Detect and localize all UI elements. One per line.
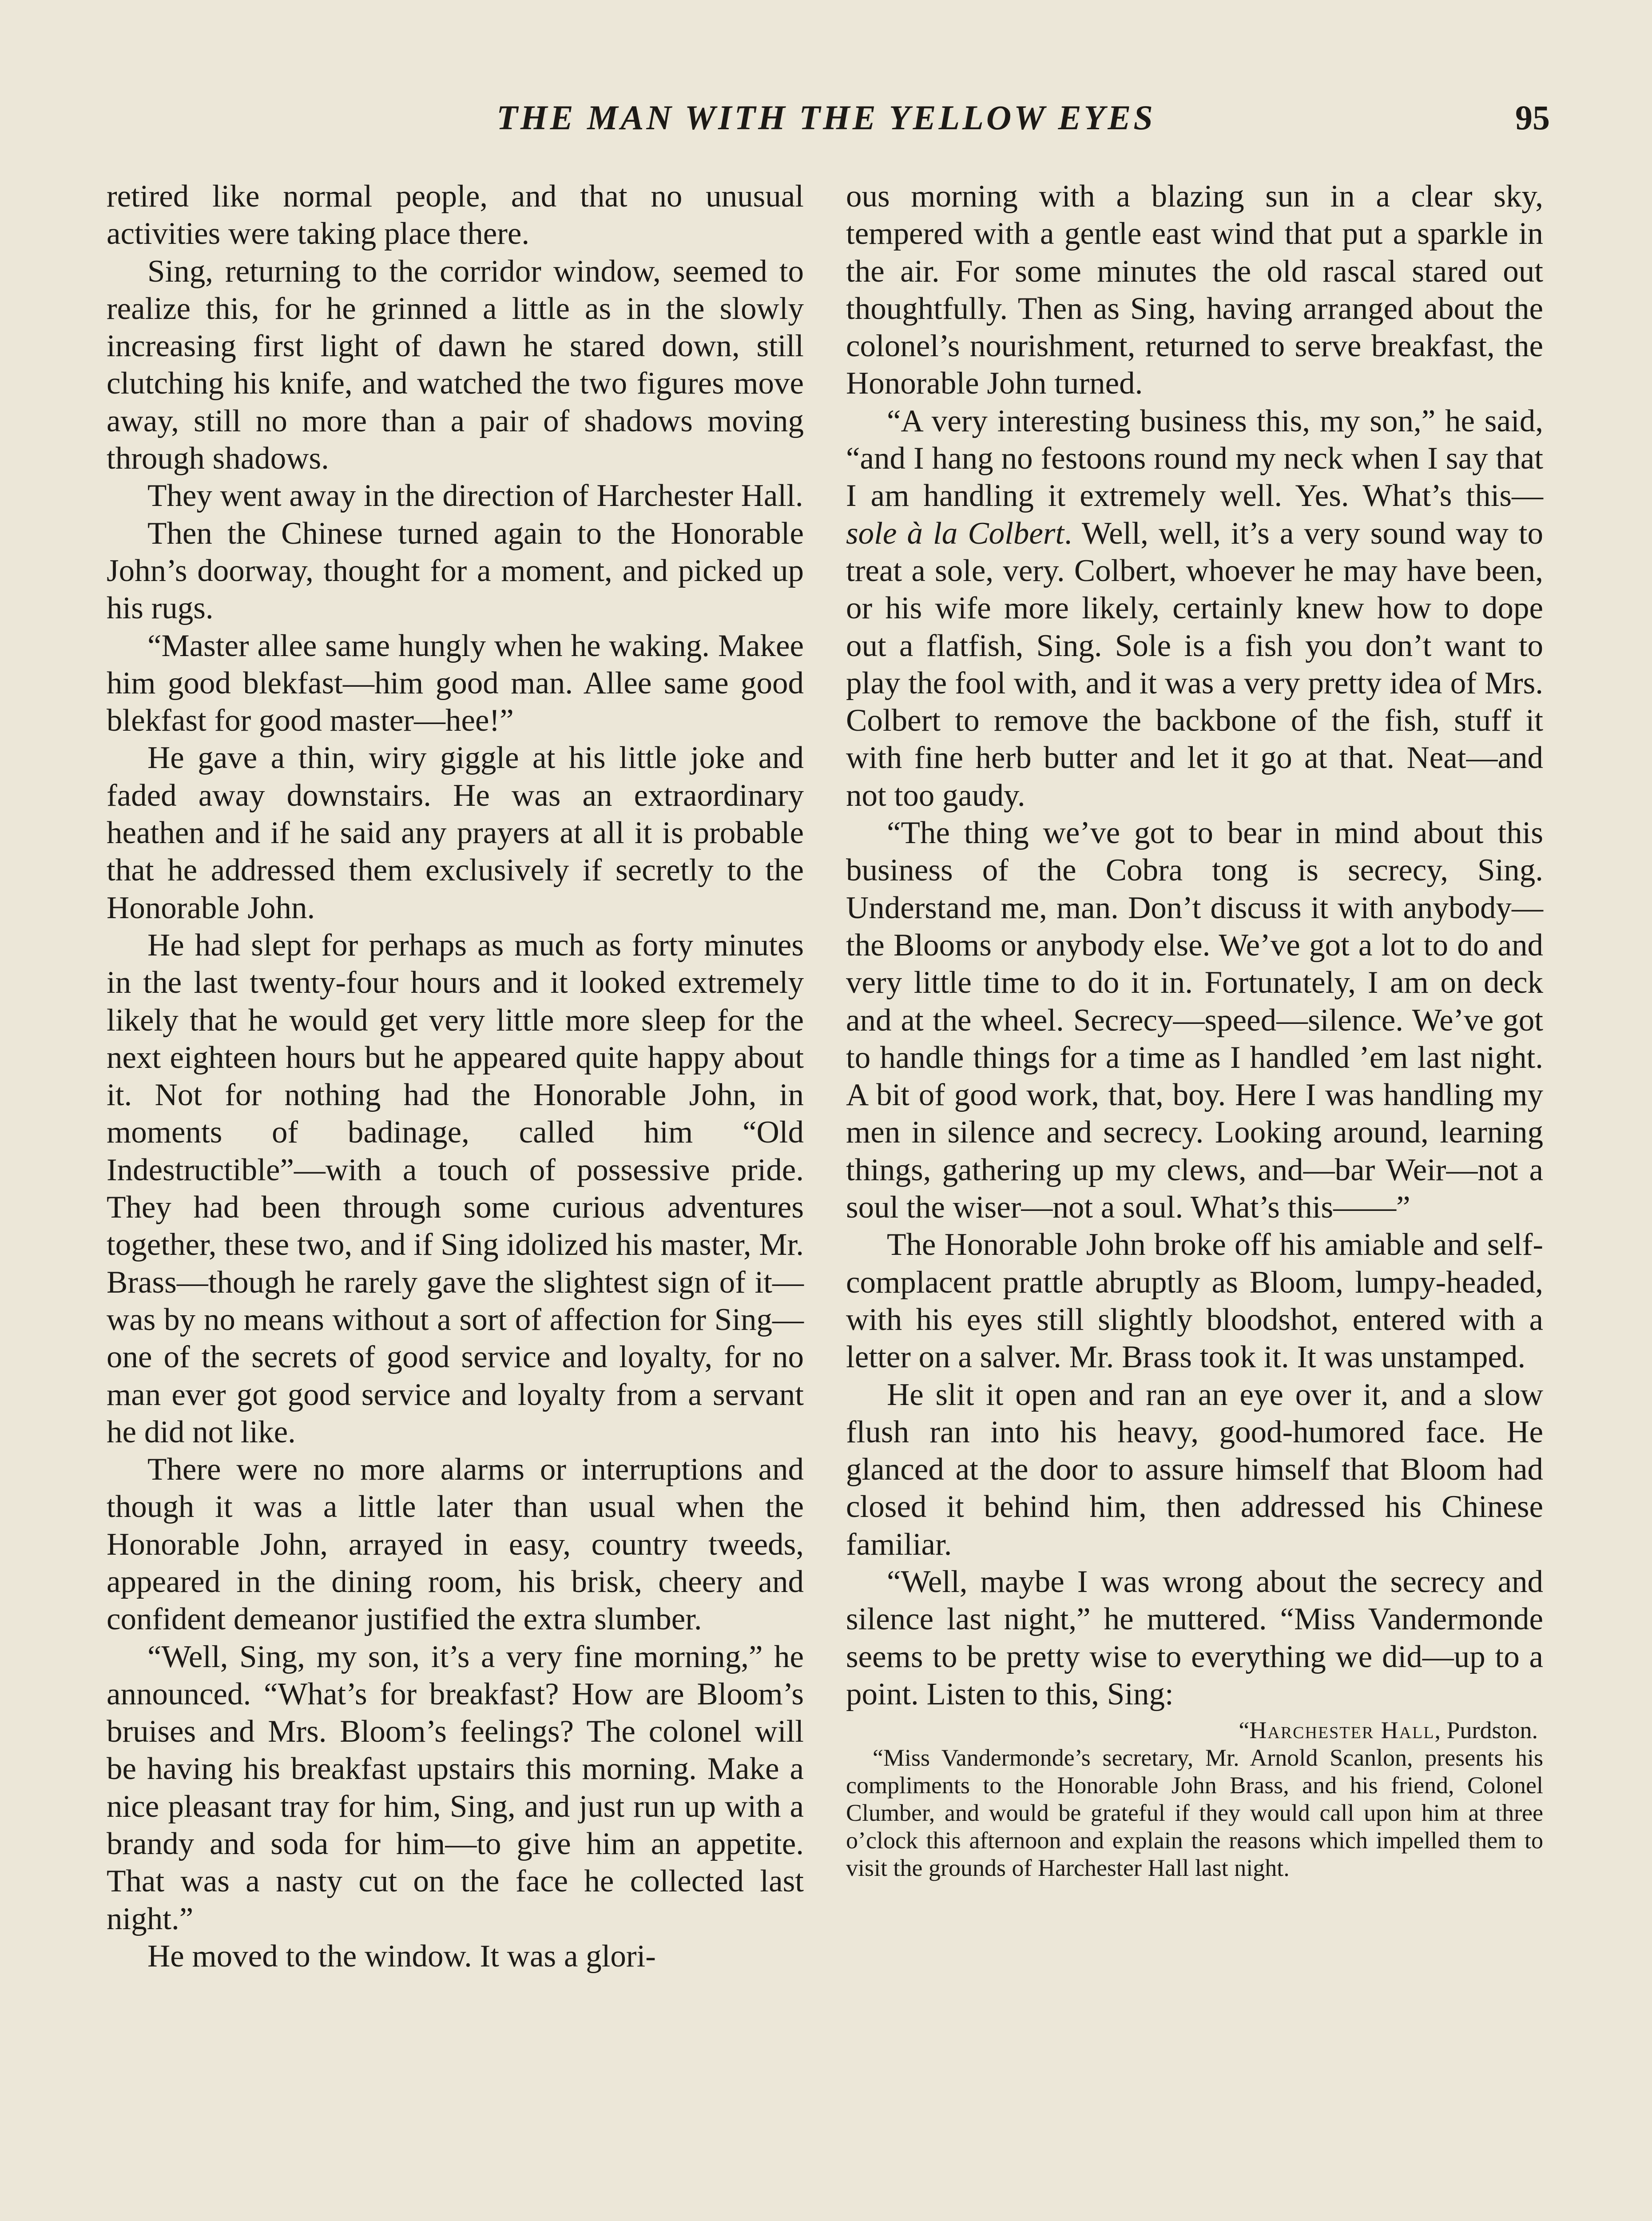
paragraph: ous morning with a blazing sun in a clear sky, tempered with a gentle east wind that put a sparkle in the air. For some minutes the old rascal stared out thoughtfully. Then as Sing, having arranged about the colonel’s nourishment, returned to serve breakfast, the Honorable John turned. [846,179,1543,401]
paragraph: He slit it open and ran an eye over it, and a slow flush ran into his heavy, good-humored face. He glanced at the door to assure himself that Bloom had closed it behind him, then addressed his Chinese familiar. [846,1377,1543,1562]
italic-phrase: sole à la Colbert [846,516,1064,551]
paragraph: The Honorable John broke off his amiable and self-complacent prattle abruptly as Bloom, lumpy-headed, with his eyes still slightly bloodshot, entered with a letter on a salver. Mr. Brass took it. It was unstamped. [846,1227,1543,1375]
running-title: THE MAN WITH THE YELLOW EYES [496,98,1156,137]
letter-address-quote: “ [1239,1717,1250,1744]
paragraph: “The thing we’ve got to bear in mind about this business of the Cobra tong is secrecy, Sing. Understand me, man. Don’t discuss it with anybody—the Blooms or anybody else. We’ve got a lot to do and very little time to do it in. Fortunately, I am on deck and at the wheel. Secrecy—speed—silence. We’ve got to handle things for a time as I handled ’em last night. A bit of good work, that, boy. Here I was handling my men in silence and secrecy. Looking around, learning things, gathering up my clews, and—bar Weir—not a soul the wiser—not a soul. What’s this——” [846,816,1543,1225]
letter-address-name: Harchester Hall [1249,1717,1435,1744]
paragraph: “Master allee same hungly when he waking. Makee him good blekfast—him good man. Allee same good blekfast for good master—hee!” [107,628,804,738]
page-number: 95 [1515,98,1550,137]
left-column [107,178,804,1975]
paragraph: There were no more alarms or interruptions and though it was a little later than usual when the Honorable John, arrayed in easy, country tweeds, appeared in the dining room, his brisk, cheery and confident demeanor justified the extra slumber. [107,1452,804,1637]
paragraph: retired like normal people, and that no unusual activities were taking place there. [107,179,804,251]
paragraph: “Well, maybe I was wrong about the secrecy and silence last night,” he muttered. “Miss Vandermonde seems to be pretty wise to everything we did—up to a point. Listen to this, Sing: [846,1564,1543,1712]
letter-address [846,1716,1538,1744]
paragraph: Sing, returning to the corridor window, seemed to realize this, for he grinned a little as in the slowly increasing first light of dawn he stared down, still clutching his knife, and watched the two figures move away, still no more than a pair of shadows moving through shadows. [107,254,804,476]
letter-address-place: , Purdston. [1434,1717,1538,1744]
paragraph-text: “A very interesting business this, my son,” he said, “and I hang no festoons round my neck when I say that I am handling it extremely well. Yes. What’s this— [846,403,1543,513]
paragraph: “Well, Sing, my son, it’s a very fine morning,” he announced. “What’s for breakfast? How are Bloom’s bruises and Mrs. Bloom’s feelings? The colonel will be having his breakfast upstairs this morning. Make a nice pleasant tray for him, Sing, and just run up with a brandy and soda for him—to give him an appetite. That was a nasty cut on the face he collected last night.” [107,1639,804,1936]
paragraph: He moved to the window. It was a glori- [147,1938,656,1974]
quoted-letter [846,1716,1543,1882]
paragraph: Then the Chinese turned again to the Honorable John’s doorway, thought for a moment, and picked up his rugs. [107,516,804,626]
paragraph: He gave a thin, wiry giggle at his little joke and faded away downstairs. He was an extraordinary heathen and if he said any prayers at all it is probable that he addressed them exclusively if secretly to the Honorable John. [107,740,804,925]
right-column [846,178,1543,1882]
paragraph: He had slept for perhaps as much as forty minutes in the last twenty-four hours and it looked extremely likely that he would get very little more sleep for the next eighteen hours but he appeared quite happy about it. Not for nothing had the Honorable John, in moments of badinage, called him “Old Indestructible”—with a touch of possessive pride. They had been through some curious adventures together, these two, and if Sing idolized his master, Mr. Brass—though he rarely gave the slightest sign of it—was by no means without a sort of affection for Sing—one of the secrets of good service and loyalty, for no man ever got good service and loyalty from a servant he did not like. [107,927,804,1449]
paragraph-text: . Well, well, it’s a very sound way to treat a sole, very. Colbert, whoever he may have been, or his wife more likely, certainly knew how to dope out a flatfish, Sing. Sole is a fish you don’t want to play the fool with, and it was a very pretty idea of Mrs. Colbert to remove the backbone of the fish, stuff it with fine herb butter and let it go at that. Neat—and not too gaudy. [846,516,1543,813]
paragraph: They went away in the direction of Harchester Hall. [147,478,803,513]
letter-body: “Miss Vandermonde’s secretary, Mr. Arnold Scanlon, presents his compliments to the Honorable John Brass, and his friend, Colonel Clumber, and would be grateful if they would call upon him at three o’clock this afternoon and explain the reasons which impelled them to visit the grounds of Harchester Hall last night. [846,1744,1543,1882]
page-header [102,89,1550,151]
paragraph [846,402,1543,814]
